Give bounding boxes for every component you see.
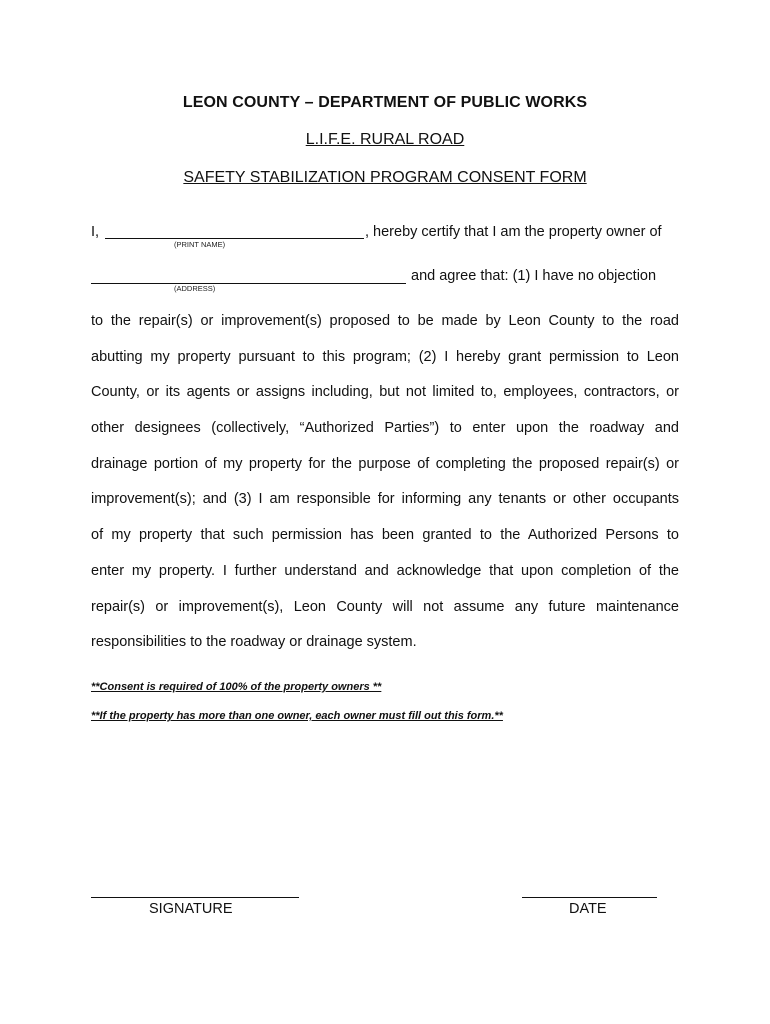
paragraph-line: of my property that such permission has been granted to the Authorized Persons to (91, 527, 679, 544)
date-label: DATE (569, 901, 607, 917)
paragraph-line: enter my property. I further understand and acknowledge that upon completion of the (91, 562, 679, 579)
consent-requirement-note: **Consent is required of 100% of the property owners ** (91, 681, 382, 693)
address-caption: (ADDRESS) (174, 284, 216, 293)
paragraph-line: improvement(s); and (3) I am responsible for informing any tenants or other occupants (91, 491, 679, 508)
paragraph-line: County, or its agents or assigns including, but not limited to, employees, contractors, or (91, 384, 679, 401)
print-name-caption: (PRINT NAME) (174, 240, 226, 249)
signature-label: SIGNATURE (149, 901, 233, 917)
paragraph-line: drainage portion of my property for the purpose of completing the proposed repair(s) or (91, 455, 679, 472)
program-name: L.I.F.E. RURAL ROAD (305, 131, 465, 148)
multiple-owner-note: **If the property has more than one owner, each owner must fill out this form.** (91, 710, 503, 722)
address-suffix: and agree that: (1) I have no objection (411, 268, 657, 284)
name-suffix: , hereby certify that I am the property owner of (365, 224, 662, 240)
address-field[interactable] (91, 283, 406, 284)
form-subtitle: SAFETY STABILIZATION PROGRAM CONSENT FORM (183, 169, 587, 186)
paragraph-line: to the repair(s) or improvement(s) proposed to be made by Leon County to the road (91, 313, 679, 329)
form-title: LEON COUNTY – DEPARTMENT OF PUBLIC WORKS (182, 94, 588, 111)
name-prefix: I, (91, 224, 100, 240)
paragraph-line: abutting my property pursuant to this program; (2) I hereby grant permission to Leon (91, 348, 679, 365)
date-field[interactable] (522, 897, 657, 898)
signature-field[interactable] (91, 897, 299, 898)
paragraph-line: repair(s) or improvement(s), Leon County will not assume any future maintenance (91, 598, 679, 615)
paragraph-line: other designees (collectively, “Authorized Parties”) to enter upon the roadway and (91, 420, 679, 437)
paragraph-line: responsibilities to the roadway or drainage system. (91, 634, 417, 651)
print-name-field[interactable] (105, 238, 364, 239)
consent-paragraph (91, 311, 679, 668)
